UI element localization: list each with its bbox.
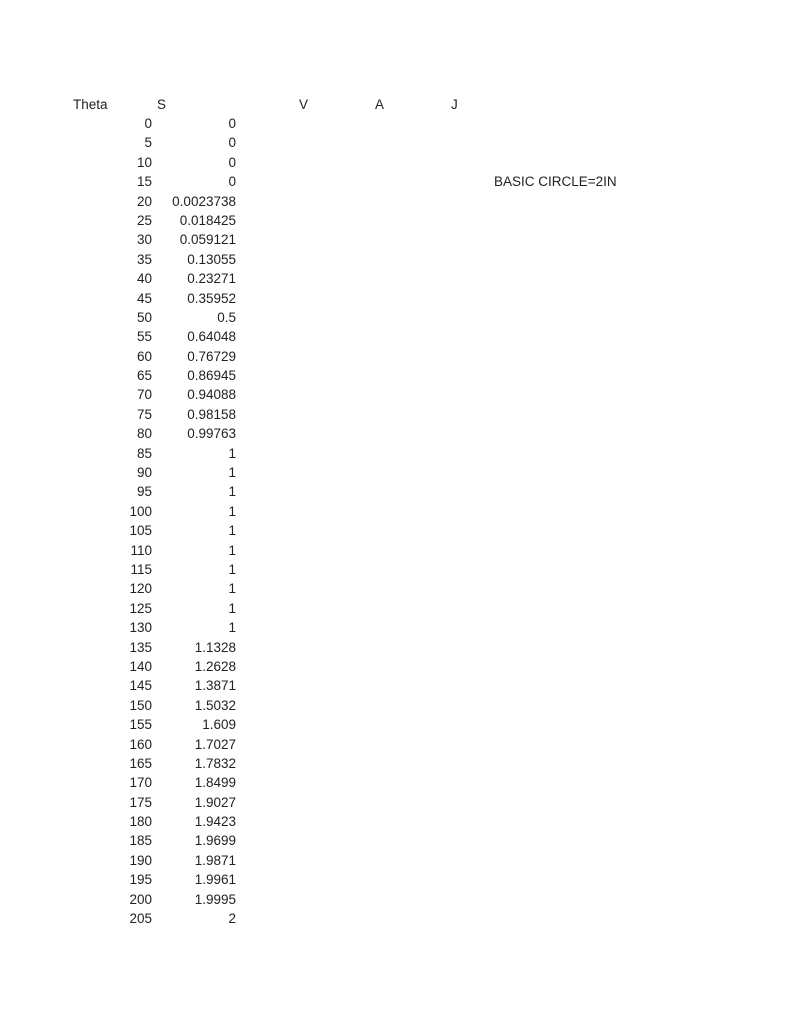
s-cell: 1.9995 bbox=[194, 891, 236, 907]
s-cell: 1.9871 bbox=[194, 852, 236, 868]
table-row bbox=[0, 579, 791, 598]
s-cell: 1 bbox=[228, 561, 236, 577]
s-cell: 1 bbox=[228, 445, 236, 461]
table-row bbox=[0, 347, 791, 366]
s-cell: 0.35952 bbox=[187, 290, 236, 306]
table-row bbox=[0, 133, 791, 152]
s-cell: 0.23271 bbox=[187, 271, 236, 287]
s-cell: 1.8499 bbox=[194, 775, 236, 791]
theta-cell: 50 bbox=[136, 309, 152, 325]
s-cell: 0.5 bbox=[217, 309, 236, 325]
table-row bbox=[0, 482, 791, 501]
theta-cell: 85 bbox=[136, 445, 152, 461]
theta-cell: 190 bbox=[129, 852, 152, 868]
s-cell: 1 bbox=[228, 581, 236, 597]
table-row bbox=[0, 366, 791, 385]
s-cell: 0.86945 bbox=[187, 368, 236, 384]
theta-cell: 70 bbox=[136, 387, 152, 403]
theta-cell: 15 bbox=[136, 174, 152, 190]
header-theta: Theta bbox=[73, 97, 108, 112]
table-row bbox=[0, 870, 791, 889]
theta-cell: 65 bbox=[136, 368, 152, 384]
theta-cell: 165 bbox=[129, 755, 152, 771]
s-cell: 1.9027 bbox=[194, 794, 236, 810]
table-row bbox=[0, 735, 791, 754]
table-row bbox=[0, 405, 791, 424]
s-cell: 1.9961 bbox=[194, 872, 236, 888]
table-row bbox=[0, 444, 791, 463]
s-cell: 0.0023738 bbox=[172, 193, 236, 209]
theta-cell: 145 bbox=[129, 678, 152, 694]
theta-cell: 135 bbox=[129, 639, 152, 655]
s-cell: 1.7027 bbox=[194, 736, 236, 752]
s-cell: 1.2628 bbox=[194, 658, 236, 674]
table-row bbox=[0, 192, 791, 211]
s-cell: 1 bbox=[228, 484, 236, 500]
s-cell: 2 bbox=[228, 911, 236, 927]
theta-cell: 205 bbox=[129, 911, 152, 927]
table-row bbox=[0, 851, 791, 870]
theta-cell: 160 bbox=[129, 736, 152, 752]
theta-cell: 175 bbox=[129, 794, 152, 810]
theta-cell: 75 bbox=[136, 406, 152, 422]
table-row bbox=[0, 211, 791, 230]
s-cell: 1.9423 bbox=[194, 814, 236, 830]
s-cell: 1.5032 bbox=[194, 697, 236, 713]
data-rows bbox=[0, 114, 791, 928]
theta-cell: 30 bbox=[136, 232, 152, 248]
s-cell: 0.13055 bbox=[187, 251, 236, 267]
theta-cell: 125 bbox=[129, 600, 152, 616]
table-row bbox=[0, 676, 791, 695]
theta-cell: 130 bbox=[129, 620, 152, 636]
s-cell: 1.9699 bbox=[194, 833, 236, 849]
s-cell: 0 bbox=[228, 116, 236, 131]
theta-cell: 20 bbox=[136, 193, 152, 209]
theta-cell: 45 bbox=[136, 290, 152, 306]
table-row bbox=[0, 754, 791, 773]
theta-cell: 115 bbox=[130, 561, 152, 577]
s-cell: 1 bbox=[228, 600, 236, 616]
s-cell: 0.94088 bbox=[187, 387, 236, 403]
basic-circle-note: BASIC CIRCLE=2IN bbox=[494, 174, 617, 190]
table-row bbox=[0, 909, 791, 928]
table-row bbox=[0, 463, 791, 482]
header-j: J bbox=[451, 97, 458, 112]
s-cell: 0 bbox=[228, 135, 236, 151]
table-row bbox=[0, 599, 791, 618]
table-row bbox=[0, 289, 791, 308]
table-row bbox=[0, 269, 791, 288]
theta-cell: 110 bbox=[130, 542, 152, 558]
theta-cell: 95 bbox=[136, 484, 152, 500]
s-cell: 0.98158 bbox=[187, 406, 236, 422]
table-row bbox=[0, 424, 791, 443]
theta-cell: 0 bbox=[144, 116, 152, 131]
theta-cell: 25 bbox=[136, 212, 152, 228]
s-cell: 1.1328 bbox=[194, 639, 236, 655]
s-cell: 0.99763 bbox=[187, 426, 236, 442]
table-row bbox=[0, 521, 791, 540]
table-row bbox=[0, 172, 791, 191]
theta-cell: 80 bbox=[136, 426, 152, 442]
table-row bbox=[0, 715, 791, 734]
s-cell: 1.3871 bbox=[194, 678, 236, 694]
table-row bbox=[0, 153, 791, 172]
theta-cell: 10 bbox=[136, 154, 152, 170]
theta-cell: 60 bbox=[136, 348, 152, 364]
s-cell: 1 bbox=[228, 503, 236, 519]
theta-cell: 170 bbox=[129, 775, 152, 791]
table-row bbox=[0, 638, 791, 657]
s-cell: 0 bbox=[228, 174, 236, 190]
table-row bbox=[0, 230, 791, 249]
table-row bbox=[0, 114, 791, 133]
theta-cell: 5 bbox=[144, 135, 152, 151]
table-row bbox=[0, 812, 791, 831]
table-row bbox=[0, 831, 791, 850]
table-row bbox=[0, 560, 791, 579]
theta-cell: 35 bbox=[136, 251, 152, 267]
table-row bbox=[0, 385, 791, 404]
theta-cell: 185 bbox=[129, 833, 152, 849]
s-cell: 1.7832 bbox=[194, 755, 236, 771]
s-cell: 0.76729 bbox=[187, 348, 236, 364]
s-cell: 1 bbox=[228, 465, 236, 481]
theta-cell: 200 bbox=[129, 891, 152, 907]
s-cell: 0.059121 bbox=[179, 232, 236, 248]
s-cell: 1 bbox=[228, 523, 236, 539]
table-row bbox=[0, 793, 791, 812]
header-a: A bbox=[375, 97, 385, 112]
table-row bbox=[0, 696, 791, 715]
table-row bbox=[0, 657, 791, 676]
s-cell: 0.018425 bbox=[179, 212, 236, 228]
theta-cell: 195 bbox=[129, 872, 152, 888]
table-row bbox=[0, 502, 791, 521]
theta-cell: 105 bbox=[129, 523, 152, 539]
table-row bbox=[0, 308, 791, 327]
s-cell: 1 bbox=[228, 620, 236, 636]
table-row bbox=[0, 618, 791, 637]
s-cell: 1.609 bbox=[202, 717, 236, 733]
theta-cell: 155 bbox=[129, 717, 152, 733]
header-s: S bbox=[157, 97, 167, 112]
theta-cell: 140 bbox=[129, 658, 152, 674]
theta-cell: 90 bbox=[136, 465, 152, 481]
s-cell: 0 bbox=[228, 154, 236, 170]
table-row bbox=[0, 773, 791, 792]
s-cell: 0.64048 bbox=[187, 329, 236, 345]
theta-cell: 180 bbox=[129, 814, 152, 830]
theta-cell: 40 bbox=[136, 271, 152, 287]
theta-cell: 120 bbox=[129, 581, 152, 597]
theta-cell: 100 bbox=[129, 503, 152, 519]
s-cell: 1 bbox=[228, 542, 236, 558]
table-row bbox=[0, 327, 791, 346]
table-row bbox=[0, 890, 791, 909]
table-row bbox=[0, 541, 791, 560]
table-row bbox=[0, 250, 791, 269]
header-v: V bbox=[299, 97, 309, 112]
theta-cell: 55 bbox=[136, 329, 152, 345]
theta-cell: 150 bbox=[129, 697, 152, 713]
